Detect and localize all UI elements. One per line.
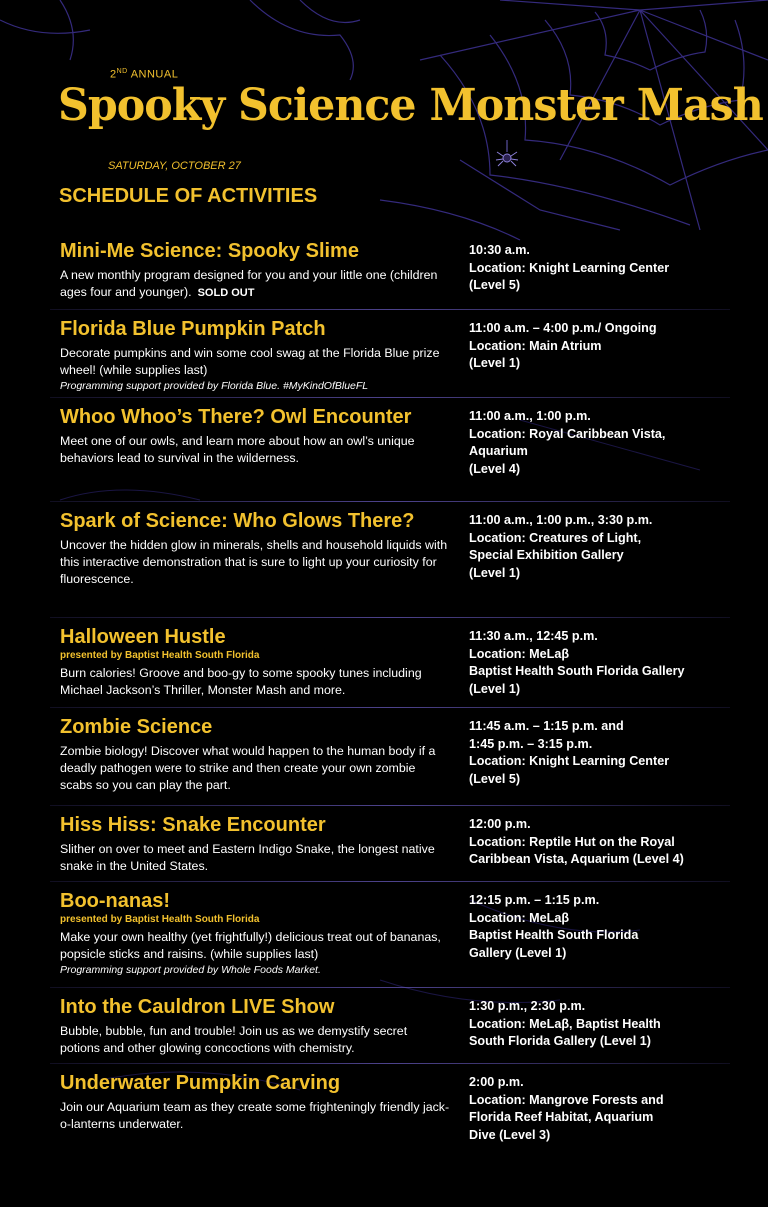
activity-time-location: 11:00 a.m. – 4:00 p.m./ Ongoing Location: Main Atrium (Level 1): [469, 321, 657, 370]
sold-out-badge: SOLD OUT: [197, 287, 255, 299]
activity-time-location: 11:30 a.m., 12:45 p.m. Location: MeLaβ Baptist Health South Florida Gallery (Level 1): [469, 629, 685, 696]
activity-row: [50, 1064, 730, 1164]
activity-description: Make your own healthy (yet frightfully!) delicious treat out of bananas, popsicle sticks and raisins. (while supplies last): [60, 930, 441, 961]
activity-description: Join our Aquarium team as they create some frighteningly friendly jack-o-lanterns underwater.: [60, 1100, 450, 1131]
activity-description: Meet one of our owls, and learn more about how an owl’s unique behaviors lead to survival in the wilderness.: [60, 434, 415, 465]
header: [0, 0, 768, 230]
activity-time-location: 12:15 p.m. – 1:15 p.m. Location: MeLaβ Baptist Health South Florida Gallery (Level 1): [469, 893, 639, 960]
event-date: SATURDAY, OCTOBER 27: [108, 160, 241, 172]
activity-title: Whoo Whoo’s There? Owl Encounter: [60, 406, 412, 428]
activity-row: [50, 988, 730, 1064]
sponsor-label: presented by Baptist Health South Florida: [60, 914, 260, 925]
activity-row: [50, 882, 730, 988]
activity-title: Halloween Hustle: [60, 626, 226, 648]
schedule-heading: SCHEDULE OF ACTIVITIES: [59, 185, 318, 207]
activity-row: [50, 806, 730, 882]
activity-title: Zombie Science: [60, 716, 213, 738]
activity-title: Underwater Pumpkin Carving: [60, 1072, 341, 1094]
activity-title: Florida Blue Pumpkin Patch: [60, 318, 326, 340]
activity-time-location: 11:00 a.m., 1:00 p.m., 3:30 p.m. Location: Creatures of Light, Special Exhibition Gallery (Level 1): [469, 513, 653, 580]
activity-description: Bubble, bubble, fun and trouble! Join us as we demystify secret potions and other glowing concoctions with chemistry.: [60, 1024, 408, 1055]
activity-description: Zombie biology! Discover what would happen to the human body if a deadly pathogen were to strike and then create your own zombie scabs so you can play the part.: [60, 744, 436, 792]
activity-row: [50, 502, 730, 618]
activity-title: Hiss Hiss: Snake Encounter: [60, 814, 326, 836]
activity-title: Boo-nanas!: [60, 890, 170, 912]
activity-note: Programming support provided by Whole Foods Market.: [60, 964, 321, 976]
activity-time-location: 12:00 p.m. Location: Reptile Hut on the Royal Caribbean Vista, Aquarium (Level 4): [469, 817, 684, 866]
activity-description: Decorate pumpkins and win some cool swag at the Florida Blue prize wheel! (while supplies last): [60, 346, 440, 377]
activity-row: [50, 232, 730, 310]
activity-description: Slither on over to meet and Eastern Indigo Snake, the longest native snake in the United States.: [60, 842, 435, 873]
activity-row: [50, 398, 730, 502]
activity-title: Into the Cauldron LIVE Show: [60, 996, 335, 1018]
page-title: Spooky Science Monster Mash: [58, 80, 763, 131]
sponsor-label: presented by Baptist Health South Florida: [60, 650, 260, 661]
activity-title: Spark of Science: Who Glows There?: [60, 510, 415, 532]
activity-description: Burn calories! Groove and boo-gy to some spooky tunes including Michael Jackson’s Thriller, Monster Mash and more.: [60, 666, 422, 697]
annual-label: 2ND ANNUAL: [110, 68, 179, 81]
activity-row: [50, 310, 730, 398]
activity-time-location: 1:30 p.m., 2:30 p.m. Location: MeLaβ, Baptist Health South Florida Gallery (Level 1): [469, 999, 661, 1048]
activity-title: Mini-Me Science: Spooky Slime: [60, 240, 359, 262]
activity-description: Uncover the hidden glow in minerals, shells and household liquids with this interactive demonstration that is sure to light up your curiosity for fluorescence.: [60, 538, 448, 586]
activity-row: [50, 618, 730, 708]
activity-time-location: 10:30 a.m. Location: Knight Learning Center (Level 5): [469, 243, 670, 292]
activity-time-location: 11:45 a.m. – 1:15 p.m. and 1:45 p.m. – 3:15 p.m. Location: Knight Learning Center (Level 5): [469, 719, 670, 786]
activity-row: [50, 708, 730, 806]
activity-description: A new monthly program designed for you and your little one (children ages four and younger).: [60, 268, 438, 299]
activity-note: Programming support provided by Florida Blue. #MyKindOfBlueFL: [60, 380, 369, 392]
activity-time-location: 2:00 p.m. Location: Mangrove Forests and Florida Reef Habitat, Aquarium Dive (Level 3): [469, 1075, 664, 1142]
activity-time-location: 11:00 a.m., 1:00 p.m. Location: Royal Caribbean Vista, Aquarium (Level 4): [469, 409, 666, 476]
